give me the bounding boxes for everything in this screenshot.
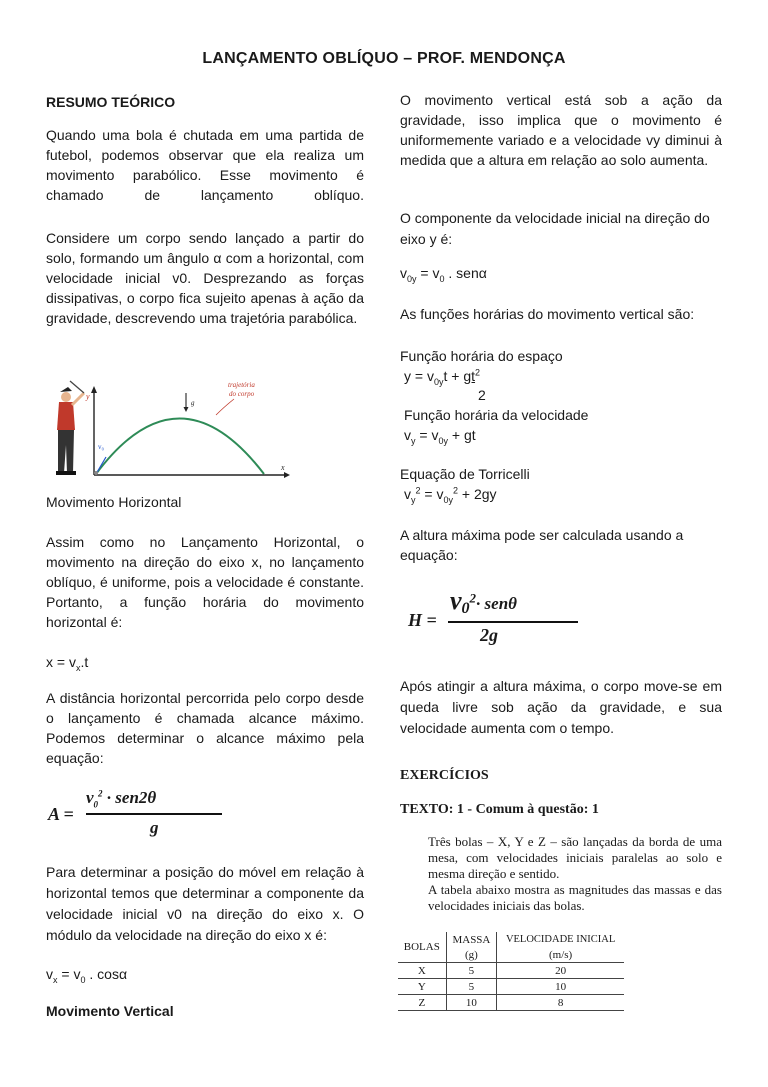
eq-vx-part: v [46,966,53,982]
eq-x-part: .t [80,654,89,670]
eq-vx-part: . cosα [85,966,128,982]
table-cell-bola: Y [398,979,446,995]
heading-torricelli: Equação de Torricelli [400,466,530,482]
equation-y-denominator: 2 [478,387,486,403]
table-cell-bola: X [398,963,446,979]
formula-h-rest: · senθ [476,594,517,613]
heading-exercicios: EXERCÍCIOS [400,768,489,783]
x-axis-arrow [284,472,290,478]
paragraph-intro [46,125,364,205]
table-header-bolas: BOLAS [398,932,446,963]
formula-a-v: v [86,788,94,807]
eq-t-sub: 0y [443,494,453,505]
eq-v0y-sub: 0 [439,273,445,284]
eq-t-part: + 2gy [458,486,497,502]
table-cell-velocidade: 20 [497,963,624,979]
paragraph-vertical: O movimento vertical está sob a ação da gravidade, isso implica que o movimento é uniformemente variado e a velocidade vy diminui à medida que a altura em relação ao solo aumenta. [400,92,722,168]
exercise-paragraph-tabela: A tabela abaixo mostra as magnitudes das massas e das velocidades iniciais das bolas. [428,882,722,913]
eq-vy-sub: 0y [438,435,448,446]
formula-a-denominator: g [150,818,159,837]
paragraph-considere: Considere um corpo sendo lançado a partir do solo, formando um ângulo α com a horizontal, com velocidade inicial v0. Desprezando as forças dissipativas, o corpo fica sujeito apenas à ação da gravidade, descrevendo uma trajetória parabólica. [46,230,364,326]
eq-t-sub: y [411,494,416,505]
table-cell-massa: 5 [446,979,497,995]
data-table [398,932,624,1011]
v0-label: v₀ [98,443,104,451]
heading-texto-1: TEXTO: 1 - Comum à questão: 1 [400,802,599,817]
golfer-figure [56,381,98,475]
exercise-paragraph-bolas: Três bolas – X, Y e Z – são lançadas da borda de uma mesa, com velocidades iniciais paralelas ao solo e mesma direção e sentido. [428,834,722,881]
formula-altura-maxima [406,586,606,648]
paragraph-intro-line: movimento parabólico. Esse movimento é [46,167,364,183]
formula-h-denominator: 2g [480,625,498,645]
heading-funcao-velocidade: Função horária da velocidade [404,407,589,423]
page-title: LANÇAMENTO OBLÍQUO – PROF. MENDONÇA [202,50,566,67]
formula-a-numerator [86,788,156,808]
table-cell-velocidade: 8 [497,995,624,1011]
equation-vx [46,964,364,984]
trajectory-curve [96,419,264,475]
paragraph-intro-line: Quando uma bola é chutada em uma partida de [46,127,364,143]
paragraph-intro-line: chamado de lançamento oblíquo. [46,187,364,203]
eq-vx-sub: 0 [80,974,86,985]
table-cell-massa: 10 [446,995,497,1011]
heading-funcao-espaco: Função horária do espaço [400,348,563,364]
table-cell-massa: 5 [446,963,497,979]
paragraph-horizontal: Assim como no Lançamento Horizontal, o movimento na direção do eixo x, no lançamento oblíquo, é uniforme, pois a velocidade é constante. Portanto, a função horária do movimento horizontal é: [46,534,364,630]
trajectory-label-2: do corpo [229,390,255,398]
formula-a-sup: 2 [98,788,103,799]
eq-vy-part: v [404,427,411,443]
trajectory-label-1: trajetória [228,381,255,389]
table-header-massa-unit: (g) [446,947,497,963]
formula-a-sub: 0 [93,799,99,810]
formula-h-lhs: H = [408,610,437,630]
caption-movimento-horizontal: Movimento Horizontal [46,494,182,510]
equation-vy [404,425,726,445]
table-cell-bola: Z [398,995,446,1011]
formula-a-lhs: A = [48,804,74,824]
paragraph-componente-x: Para determinar a posição do móvel em relação à horizontal temos que determinar a componente da velocidade inicial v0 na direção do eixo x. O módulo da velocidade na direção do eixo x é: [46,864,364,943]
eq-v0y-part: . senα [444,265,487,281]
section-resumo-heading: RESUMO TEÓRICO [46,94,176,110]
table-row [398,963,624,979]
eq-y-part: t + [443,368,464,384]
eq-t-sup: 2 [415,485,421,496]
table-header-velocidade-unit: (m/s) [497,947,624,963]
table-header-massa: MASSA [446,932,497,947]
eq-vy-part: = v [415,427,439,443]
formula-h-numerator [450,586,517,616]
eq-t-part: = v [420,486,444,502]
paragraph-intro-line: futebol, podemos observar que ela realiza um [46,147,364,163]
formula-h-fraction-bar [448,621,578,623]
formula-h-v: v [450,586,462,615]
paragraph-alcance: A distância horizontal percorrida pelo corpo desde o lançamento é chamada alcance máximo. Podemos determinar o alcance máximo pela equação: [46,690,364,766]
equation-v0y [400,263,722,283]
eq-vx-part: = v [57,966,81,982]
eq-y-sup: 2 [475,367,481,378]
section-movimento-vertical: Movimento Vertical [46,1003,174,1019]
paragraph-funcoes-horarias: As funções horárias do movimento vertical são: [400,306,695,322]
formula-h-sup: 2 [469,590,477,606]
table-row [398,979,624,995]
formula-h-sub: 0 [461,600,470,618]
formula-a-rest: · sen2θ [102,788,157,807]
formula-a-fraction-bar [86,813,222,815]
v0-vector [96,457,106,474]
paragraph-altura-maxima: A altura máxima pode ser calculada usando a equação: [400,527,684,563]
eq-v0y-sub: 0y [407,273,417,284]
eq-x-part: x = v [46,654,76,670]
eq-vy-sub: y [411,435,416,446]
trajectory-figure [46,375,296,483]
trajectory-label-pointer [216,399,234,415]
eq-y-part: y = v [404,368,434,384]
table-cell-velocidade: 10 [497,979,624,995]
eq-vy-part: + gt [447,427,476,443]
paragraph-componente-y: O componente da velocidade inicial na direção do eixo y é: [400,210,710,247]
eq-vx-sub: x [53,974,58,985]
equation-y [404,366,726,386]
table-row [398,995,624,1011]
gravity-arrow [184,407,189,412]
exercise-text [428,834,722,914]
paragraph-queda-livre: Após atingir a altura máxima, o corpo move-se em queda livre sob ação da gravidade, e sua velocidade aumenta com o tempo. [400,678,722,736]
eq-y-sub: 0y [433,376,444,387]
equation-x [46,652,364,672]
eq-v0y-part: = v [416,265,440,281]
table-header-velocidade: VELOCIDADE INICIAL [505,934,616,945]
gravity-label: g [191,399,195,407]
eq-t-part: v [404,486,411,502]
x-axis-label: x [281,463,285,472]
y-axis-label: y [86,392,90,401]
y-axis-arrow [91,386,97,393]
formula-alcance [46,788,246,844]
eq-y-gt: gt [463,368,476,384]
eq-v0y-part: v [400,265,407,281]
eq-t-sup: 2 [453,485,459,496]
equation-torricelli [404,484,726,504]
eq-x-sub: x [75,662,81,673]
table-header-row [398,932,624,947]
